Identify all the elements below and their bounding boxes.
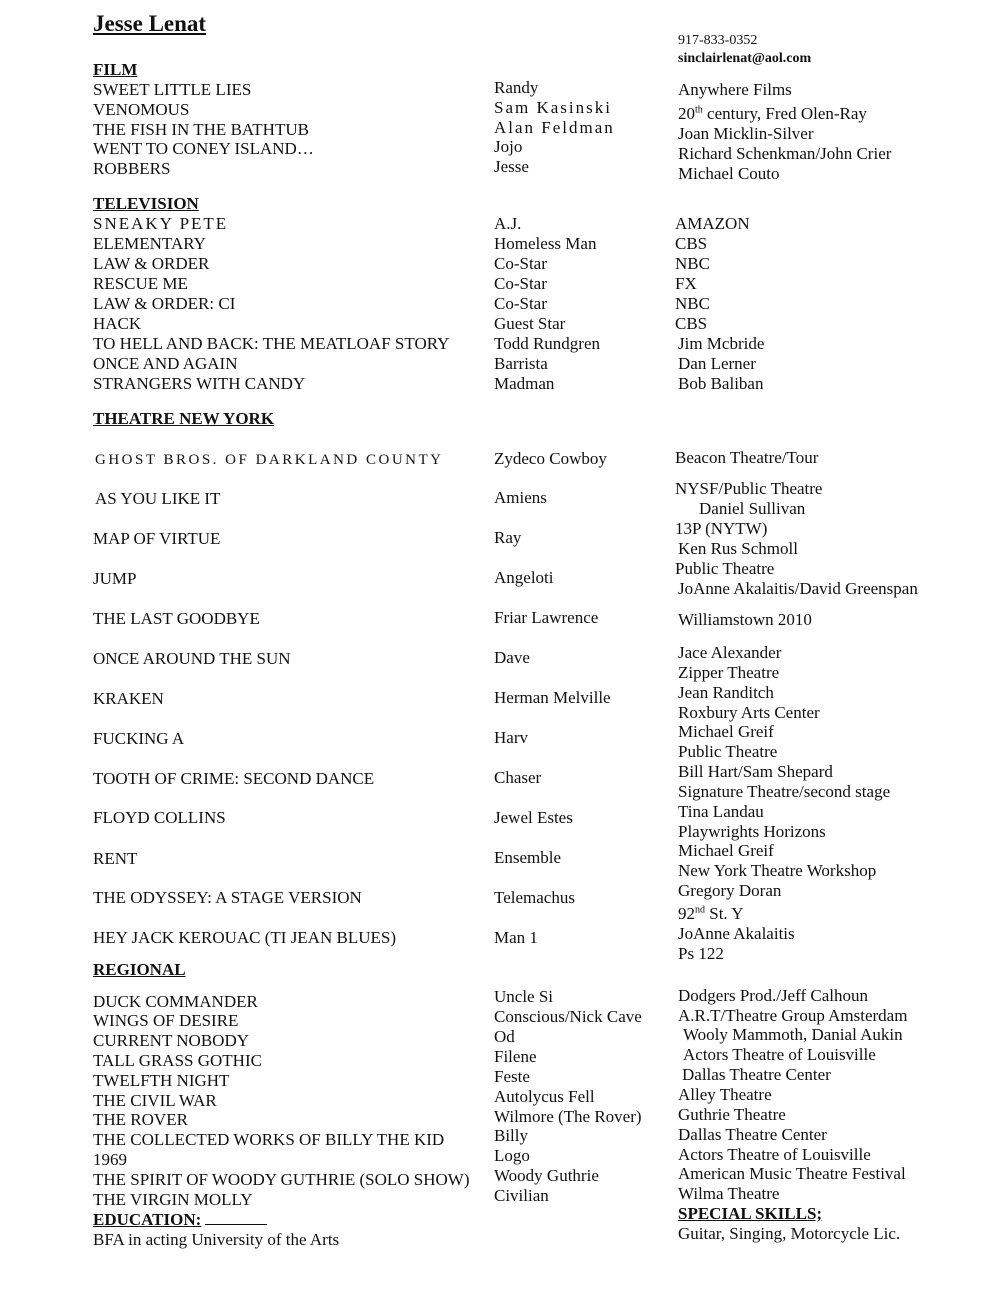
theatre-credit: Ps 122 <box>678 944 724 963</box>
regional-company: Dodgers Prod./Jeff Calhoun <box>678 986 868 1005</box>
tv-role: Co-Star <box>494 274 547 293</box>
tv-role: Homeless Man <box>494 234 597 253</box>
theatre-credit: Gregory Doran <box>678 881 782 900</box>
tv-title: HACK <box>93 314 142 333</box>
regional-title: WINGS OF DESIRE <box>93 1011 239 1030</box>
film-role: Jesse <box>494 157 529 176</box>
tv-title: LAW & ORDER <box>93 254 210 273</box>
theatre-title: GHOST BROS. OF DARKLAND COUNTY <box>95 452 444 468</box>
theatre-credit: Jean Randitch <box>678 683 774 702</box>
theatre-credit: Daniel Sullivan <box>699 499 806 518</box>
film-role: Sam Kasinski <box>494 98 612 117</box>
theatre-role: Ray <box>494 528 522 547</box>
theatre-title: FUCKING A <box>93 729 185 748</box>
film-role: Randy <box>494 78 539 97</box>
regional-company: Dallas Theatre Center <box>682 1065 831 1084</box>
tv-director: Dan Lerner <box>678 354 756 373</box>
tv-network: CBS <box>675 314 708 333</box>
regional-role: Logo <box>494 1146 530 1165</box>
theatre-title: KRAKEN <box>93 689 164 708</box>
section-heading-film: FILM <box>93 60 138 79</box>
tv-director: Jim Mcbride <box>678 334 765 353</box>
theatre-title: RENT <box>93 849 138 868</box>
regional-company: Alley Theatre <box>678 1085 772 1104</box>
phone-number: 917-833-0352 <box>678 33 758 48</box>
theatre-credit: Michael Greif <box>678 722 774 741</box>
theatre-role: Jewel Estes <box>494 808 573 827</box>
theatre-role: Ensemble <box>494 848 562 867</box>
tv-role: Barrista <box>494 354 548 373</box>
theatre-credit: Tina Landau <box>678 802 764 821</box>
theatre-role: Herman Melville <box>494 688 611 707</box>
regional-role: Civilian <box>494 1186 549 1205</box>
theatre-credit: Playwrights Horizons <box>678 822 826 841</box>
theatre-role: Man 1 <box>494 928 538 947</box>
theatre-title: JUMP <box>93 569 137 588</box>
resume-name: Jesse Lenat <box>93 11 207 36</box>
film-role: Jojo <box>494 137 523 156</box>
regional-title: THE COLLECTED WORKS OF BILLY THE KID <box>93 1130 445 1149</box>
theatre-credit: JoAnne Akalaitis <box>678 924 795 943</box>
tv-title: ONCE AND AGAIN <box>93 354 238 373</box>
theatre-credit: 92nd St. Y <box>678 904 744 923</box>
regional-company: Wilma Theatre <box>678 1184 780 1203</box>
theatre-credit: 13P (NYTW) <box>675 519 768 538</box>
theatre-credit: Bill Hart/Sam Shepard <box>678 762 833 781</box>
section-heading-regional: REGIONAL <box>93 960 186 979</box>
film-title: SWEET LITTLE LIES <box>93 80 252 99</box>
film-company: Anywhere Films <box>678 80 792 99</box>
regional-title: TALL GRASS GOTHIC <box>93 1051 262 1070</box>
tv-network: NBC <box>675 294 710 313</box>
regional-role: Filene <box>494 1047 537 1066</box>
theatre-credit: Roxbury Arts Center <box>678 703 820 722</box>
film-company: 20th century, Fred Olen-Ray <box>678 104 867 123</box>
section-heading-special-skills: SPECIAL SKILLS; <box>678 1204 823 1223</box>
regional-company: Guthrie Theatre <box>678 1105 786 1124</box>
tv-title: SNEAKY PETE <box>93 214 229 233</box>
theatre-role: Telemachus <box>494 888 575 907</box>
tv-title: TO HELL AND BACK: THE MEATLOAF STORY <box>93 334 450 353</box>
theatre-title: AS YOU LIKE IT <box>95 489 221 508</box>
special-skills-text: Guitar, Singing, Motorcycle Lic. <box>678 1224 901 1243</box>
theatre-title: ONCE AROUND THE SUN <box>93 649 291 668</box>
tv-title: LAW & ORDER: CI <box>93 294 236 313</box>
tv-role: Madman <box>494 374 555 393</box>
film-company: Joan Micklin-Silver <box>678 124 814 143</box>
theatre-credit: Williamstown 2010 <box>678 610 812 629</box>
film-title: ROBBERS <box>93 159 171 178</box>
education-text: BFA in acting University of the Arts <box>93 1230 340 1249</box>
tv-role: Co-Star <box>494 254 547 273</box>
theatre-credit: Public Theatre <box>678 742 778 761</box>
film-title: THE FISH IN THE BATHTUB <box>93 120 309 139</box>
theatre-credit: New York Theatre Workshop <box>678 861 877 880</box>
theatre-credit: Signature Theatre/second stage <box>678 782 891 801</box>
tv-network: AMAZON <box>675 214 750 233</box>
tv-network: CBS <box>675 234 708 253</box>
regional-company: A.R.T/Theatre Group Amsterdam <box>678 1006 908 1025</box>
tv-role: A.J. <box>494 214 522 233</box>
theatre-title: THE LAST GOODBYE <box>93 609 260 628</box>
theatre-role: Dave <box>494 648 530 667</box>
tv-role: Co-Star <box>494 294 547 313</box>
theatre-role: Friar Lawrence <box>494 608 599 627</box>
regional-title: THE ROVER <box>93 1110 188 1129</box>
regional-company: American Music Theatre Festival <box>678 1164 906 1183</box>
theatre-credit: Ken Rus Schmoll <box>678 539 798 558</box>
tv-network: FX <box>675 274 697 293</box>
tv-director: Bob Baliban <box>678 374 764 393</box>
regional-company: Actors Theatre of Louisville <box>678 1145 871 1164</box>
section-heading-television: TELEVISION <box>93 194 199 213</box>
tv-role: Todd Rundgren <box>494 334 600 353</box>
theatre-credit: JoAnne Akalaitis/David Greenspan <box>678 579 918 598</box>
theatre-credit: Public Theatre <box>675 559 775 578</box>
theatre-role: Angeloti <box>494 568 554 587</box>
theatre-role: Chaser <box>494 768 542 787</box>
regional-role: Billy <box>494 1126 529 1145</box>
tv-role: Guest Star <box>494 314 566 333</box>
email-address: sinclairlenat@aol.com <box>678 51 812 66</box>
section-heading-education: EDUCATION: <box>93 1210 267 1230</box>
theatre-title: THE ODYSSEY: A STAGE VERSION <box>93 888 362 907</box>
film-title: WENT TO CONEY ISLAND… <box>93 139 314 158</box>
theatre-title: MAP OF VIRTUE <box>93 529 221 548</box>
film-role: Alan Feldman <box>494 118 615 137</box>
regional-title: THE VIRGIN MOLLY <box>93 1190 253 1209</box>
tv-title: ELEMENTARY <box>93 234 206 253</box>
regional-title: DUCK COMMANDER <box>93 992 258 1011</box>
regional-role: Autolycus Fell <box>494 1087 595 1106</box>
regional-role: Uncle Si <box>494 987 554 1006</box>
film-title: VENOMOUS <box>93 100 190 119</box>
theatre-credit: Beacon Theatre/Tour <box>675 448 819 467</box>
film-company: Richard Schenkman/John Crier <box>678 144 892 163</box>
regional-title: CURRENT NOBODY <box>93 1031 250 1050</box>
theatre-credit: NYSF/Public Theatre <box>675 479 823 498</box>
theatre-title: HEY JACK KEROUAC (TI JEAN BLUES) <box>93 928 396 947</box>
tv-network: NBC <box>675 254 710 273</box>
theatre-role: Harv <box>494 728 528 747</box>
regional-title: THE CIVIL WAR <box>93 1091 217 1110</box>
tv-title: RESCUE ME <box>93 274 188 293</box>
regional-role: Wilmore (The Rover) <box>494 1107 642 1126</box>
regional-company: Actors Theatre of Louisville <box>683 1045 876 1064</box>
regional-title: THE SPIRIT OF WOODY GUTHRIE (SOLO SHOW) <box>93 1170 470 1189</box>
theatre-title: TOOTH OF CRIME: SECOND DANCE <box>93 769 375 788</box>
regional-role: Woody Guthrie <box>494 1166 599 1185</box>
theatre-credit: Zipper Theatre <box>678 663 780 682</box>
regional-role: Conscious/Nick Cave <box>494 1007 642 1026</box>
theatre-role: Amiens <box>494 488 547 507</box>
theatre-title: FLOYD COLLINS <box>93 808 226 827</box>
regional-role: Feste <box>494 1067 530 1086</box>
film-company: Michael Couto <box>678 164 780 183</box>
tv-title: STRANGERS WITH CANDY <box>93 374 306 393</box>
regional-company: Wooly Mammoth, Danial Aukin <box>683 1025 903 1044</box>
regional-title: TWELFTH NIGHT <box>93 1071 230 1090</box>
theatre-credit: Jace Alexander <box>678 643 782 662</box>
section-heading-theatre-new-york: THEATRE NEW YORK <box>93 409 275 428</box>
regional-title: 1969 <box>93 1150 127 1169</box>
regional-role: Od <box>494 1027 515 1046</box>
regional-company: Dallas Theatre Center <box>678 1125 827 1144</box>
theatre-credit: Michael Greif <box>678 841 774 860</box>
theatre-role: Zydeco Cowboy <box>494 449 607 468</box>
